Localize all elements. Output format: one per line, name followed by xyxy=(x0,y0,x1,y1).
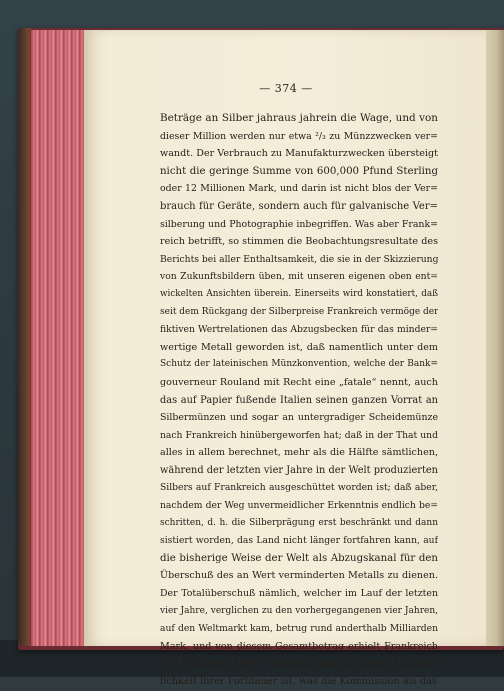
text-line: wandt. Der Verbrauch zu Manufakturzwecken übersteigt xyxy=(160,148,438,160)
text-line: alles in allem berechnet, mehr als die Hälfte sämtlichen, xyxy=(160,447,438,459)
text-line: das auf Papier fußende Italien seinen ganzen Vorrat an xyxy=(160,394,438,406)
text-line: Der Totalüberschuß nämlich, welcher im Lauf der letzten xyxy=(160,588,438,600)
text-line: schritten, d. h. die Silberprägung erst beschränkt und dann xyxy=(160,517,438,528)
text-line: während der letzten vier Jahre in der Welt produzierten xyxy=(160,464,438,476)
text-line: silberung und Photographie inbegriffen. Was aber Frank= xyxy=(160,218,438,230)
text-line: dieser Million werden nur etwa ²/₃ zu Münzzwecken ver= xyxy=(160,130,438,142)
text-line: oder 12 Millionen Mark, und darin ist nicht blos der Ver= xyxy=(160,183,438,195)
text-line: Silbers auf Frankreich ausgeschüttet worden ist; daß aber, xyxy=(160,482,438,494)
text-line: seit dem Rückgang der Silberpreise Frankreich vermöge der xyxy=(160,306,438,317)
text-line: nachdem der Weg unvermeidlicher Erkenntnis endlich be= xyxy=(160,500,438,512)
text-line: reich betrifft, so stimmen die Beobachtungsresultate des xyxy=(160,236,438,248)
text-line: auf den Weltmarkt kam, betrug rund anderthalb Milliarden xyxy=(160,623,438,635)
next-page-edge xyxy=(486,30,504,646)
page-edges-stack xyxy=(30,30,87,646)
text-line: nach Frankreich hinübergeworfen hat; daß in der That und xyxy=(160,429,438,441)
text-line: Überschuß des an Wert verminderten Metalls zu dienen. xyxy=(160,570,438,582)
text-line: lichkeit ihrer Fortdauer ist, was die Kommission als das xyxy=(160,676,437,687)
text-line: sistiert worden, das Land nicht länger fortfahren kann, auf xyxy=(160,535,438,547)
text-line: fiktiven Wertrelationen das Abzugsbecken für das minder= xyxy=(160,324,438,336)
text-line: vier Jahre, verglichen zu den vorhergegangenen vier Jahren, xyxy=(160,605,438,616)
text-line: Berichts bei aller Enthaltsamkeit, die sie in der Skizzierung xyxy=(160,253,438,265)
text-line: Beträge an Silber jahraus jahrein die Wage, und von xyxy=(160,112,438,124)
text-line: von Zukunftsbildern üben, mit unseren eigenen oben ent= xyxy=(160,271,438,283)
text-line: Mark, und von diesem Gesamtbetrag erhielt Frankreich xyxy=(160,640,438,652)
text-line: die bisherige Weise der Welt als Abzugskanal für den xyxy=(160,552,438,564)
body-text xyxy=(160,110,438,691)
text-line: nicht die geringe Summe von 600,000 Pfund Sterling xyxy=(160,165,438,177)
text-line: wickelten Ansichten überein. Einerseits wird konstatiert, daß xyxy=(160,288,438,299)
text-line: Schutz der lateinischen Münzkonvention, welche der Bank= xyxy=(160,359,438,370)
text-line: brauch für Geräte, sondern auch für galvanische Ver= xyxy=(160,200,438,212)
text-line: gouverneur Rouland mit Recht eine „fatale“ nennt, auch xyxy=(160,376,438,388)
text-line: 670 Millionen. Diese Thatsache und die innere Unmög= xyxy=(160,658,438,670)
text-line: wertige Metall geworden ist, daß namentlich unter dem xyxy=(160,341,438,353)
page-number: — 374 — xyxy=(259,82,313,95)
text-line: Silbermünzen und sogar an untergradiger Scheidemünze xyxy=(160,412,438,424)
